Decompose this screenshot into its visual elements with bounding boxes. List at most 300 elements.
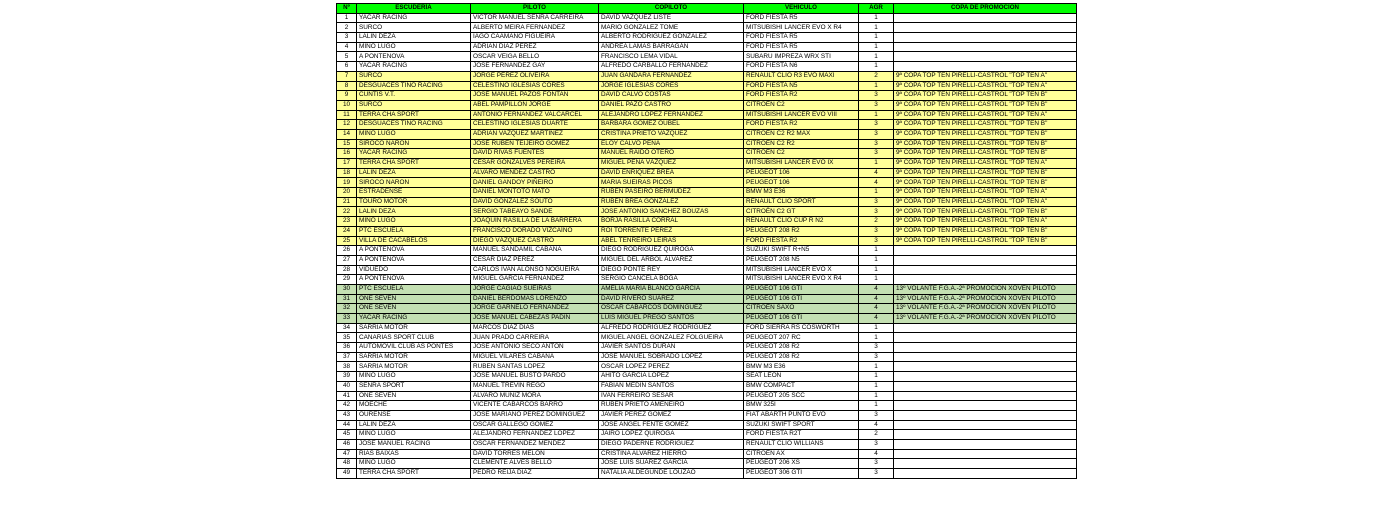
copilot-cell: ALFREDO CARBALLO FERNANDEZ — [599, 62, 744, 72]
copilot-cell: MIGUEL DEL ÁRBOL ÁLVAREZ — [599, 255, 744, 265]
table-row — [337, 449, 1077, 459]
table-row — [337, 33, 1077, 43]
vehicle-cell: BMW M3 E36 — [744, 362, 859, 372]
team-cell: LALIN DEZA — [357, 33, 471, 43]
promotion-cup-cell: 9ª COPA TOP TEN PIRELLI-CASTROL "TOP TEN A" — [894, 81, 1077, 91]
table-row — [337, 420, 1077, 430]
team-cell: LALIN DEZA — [357, 420, 471, 430]
promotion-cup-cell: 9ª COPA TOP TEN PIRELLI-CASTROL "TOP TEN B" — [894, 149, 1077, 159]
team-cell: LALIN DEZA — [357, 168, 471, 178]
team-cell: A PONTENOVA — [357, 275, 471, 285]
pilot-cell: JOSE MANUEL CABEZAS PADIN — [471, 314, 599, 324]
promotion-cup-cell — [894, 33, 1077, 43]
table-row — [337, 410, 1077, 420]
vehicle-cell: BMW COMPACT — [744, 381, 859, 391]
promotion-cup-cell — [894, 246, 1077, 256]
promotion-cup-cell: 13º VOLANTE F.G.A.-2ª PROMOCION XOVEN PILOTO — [894, 284, 1077, 294]
copilot-cell: IVAN FERREIRO SESAR — [599, 391, 744, 401]
group-cell: 3 — [859, 197, 894, 207]
pilot-cell: RUBEN SANTAS LOPEZ — [471, 362, 599, 372]
entry-number: 23 — [337, 217, 357, 227]
promotion-cup-cell: 9ª COPA TOP TEN PIRELLI-CASTROL "TOP TEN A" — [894, 188, 1077, 198]
group-cell: 3 — [859, 352, 894, 362]
entry-number: 48 — [337, 459, 357, 469]
group-cell: 1 — [859, 401, 894, 411]
entry-number: 35 — [337, 333, 357, 343]
promotion-cup-cell: 9ª COPA TOP TEN PIRELLI-CASTROL "TOP TEN B" — [894, 91, 1077, 101]
copilot-cell: ALFREDO RODRÍGUEZ RODRÍGUEZ — [599, 323, 744, 333]
vehicle-cell: PEUGEOT 106 GTI — [744, 284, 859, 294]
copilot-cell: JAVIER PEREZ GOMEZ — [599, 410, 744, 420]
entry-number: 8 — [337, 81, 357, 91]
promotion-cup-cell: 9ª COPA TOP TEN PIRELLI-CASTROL "TOP TEN A" — [894, 71, 1077, 81]
promotion-cup-cell: 9ª COPA TOP TEN PIRELLI-CASTROL "TOP TEN A" — [894, 217, 1077, 227]
vehicle-cell: PEUGEOT 106 — [744, 178, 859, 188]
entry-number: 9 — [337, 91, 357, 101]
promotion-cup-cell — [894, 323, 1077, 333]
copilot-cell: ANDREA LAMAS BARRAGÁN — [599, 42, 744, 52]
copilot-cell: LUIS MIGUEL PREGO SANTOS — [599, 314, 744, 324]
team-cell: YACAR RACING — [357, 13, 471, 23]
table-row — [337, 294, 1077, 304]
group-cell: 3 — [859, 91, 894, 101]
table-row — [337, 168, 1077, 178]
copilot-cell: JAIRO LOPEZ QUIROGA — [599, 430, 744, 440]
copilot-cell: FABIAN MEDIN SANTOS — [599, 381, 744, 391]
entry-number: 17 — [337, 159, 357, 169]
table-row — [337, 439, 1077, 449]
entry-number: 28 — [337, 265, 357, 275]
vehicle-cell: FORD SIERRA RS COSWORTH — [744, 323, 859, 333]
promotion-cup-cell: 9ª COPA TOP TEN PIRELLI-CASTROL "TOP TEN A" — [894, 197, 1077, 207]
team-cell: MIÑO LUGO — [357, 129, 471, 139]
team-cell: SARRIA MOTOR — [357, 362, 471, 372]
team-cell: MIÑO LUGO — [357, 430, 471, 440]
copilot-cell: JORGE IGLESIAS CORES — [599, 81, 744, 91]
copilot-cell: ALBERTO RODRIGUEZ GONZALEZ — [599, 33, 744, 43]
header-copilot: COPILOTO — [599, 4, 744, 14]
pilot-cell: IAGO CAAMAÑO FIGUEIRA — [471, 33, 599, 43]
pilot-cell: MARCOS DIAZ DIAS — [471, 323, 599, 333]
vehicle-cell: MITSUBISHI LANCER EVO IX — [744, 159, 859, 169]
promotion-cup-cell — [894, 275, 1077, 285]
entry-number: 31 — [337, 294, 357, 304]
copilot-cell: OSCAR LOPEZ PEREZ — [599, 362, 744, 372]
pilot-cell: FRANCISCO DORADO VIZCAÍNO — [471, 226, 599, 236]
vehicle-cell: MITSUBISHI LANCER EVO X R4 — [744, 23, 859, 33]
group-cell: 4 — [859, 420, 894, 430]
copilot-cell: AHITO GARCIA LOPEZ — [599, 372, 744, 382]
pilot-cell: DAVID GONZALEZ SOUTO — [471, 197, 599, 207]
entry-number: 29 — [337, 275, 357, 285]
table-row — [337, 23, 1077, 33]
team-cell: OURENSE — [357, 410, 471, 420]
promotion-cup-cell — [894, 265, 1077, 275]
group-cell: 2 — [859, 430, 894, 440]
copilot-cell: BARBARA GOMEZ OUBEL — [599, 120, 744, 130]
entry-list-table — [336, 3, 1077, 479]
vehicle-cell: FORD FIESTA R2 — [744, 91, 859, 101]
table-row — [337, 391, 1077, 401]
pilot-cell: JOSE FERNANDEZ GAY — [471, 62, 599, 72]
vehicle-cell: PEUGEOT 208 R2 — [744, 352, 859, 362]
copilot-cell: DAVID ENRIQUEZ BREA — [599, 168, 744, 178]
pilot-cell: ADRIAN VAZQUEZ MARTINEZ — [471, 129, 599, 139]
group-cell: 4 — [859, 294, 894, 304]
entry-number: 27 — [337, 255, 357, 265]
copilot-cell: OSCAR CABARCOS DOMINGUEZ — [599, 304, 744, 314]
promotion-cup-cell: 9ª COPA TOP TEN PIRELLI-CASTROL "TOP TEN B" — [894, 100, 1077, 110]
entry-number: 24 — [337, 226, 357, 236]
vehicle-cell: SUBARU IMPREZA WRX STI — [744, 52, 859, 62]
team-cell: YACAR RACING — [357, 149, 471, 159]
group-cell: 1 — [859, 362, 894, 372]
vehicle-cell: RENAULT CLIO WILLIANS — [744, 439, 859, 449]
group-cell: 3 — [859, 149, 894, 159]
table-row — [337, 52, 1077, 62]
pilot-cell: OSCAR GALLEGO GOMEZ — [471, 420, 599, 430]
vehicle-cell: SEAT LEON — [744, 372, 859, 382]
entry-number: 2 — [337, 23, 357, 33]
vehicle-cell: MITSUBISHI LANCER EVO X R4 — [744, 275, 859, 285]
table-row — [337, 120, 1077, 130]
table-row — [337, 139, 1077, 149]
header-group: AGR — [859, 4, 894, 14]
entry-number: 39 — [337, 372, 357, 382]
entry-number: 47 — [337, 449, 357, 459]
entry-number: 45 — [337, 430, 357, 440]
team-cell: A PONTENOVA — [357, 52, 471, 62]
promotion-cup-cell — [894, 449, 1077, 459]
group-cell: 3 — [859, 343, 894, 353]
pilot-cell: JOSÉ MANUEL PAZOS FONTAN — [471, 91, 599, 101]
vehicle-cell: FORD FIESTA R5 — [744, 33, 859, 43]
group-cell: 1 — [859, 381, 894, 391]
group-cell: 4 — [859, 178, 894, 188]
promotion-cup-cell — [894, 401, 1077, 411]
vehicle-cell: RENAULT CLIO R3 EVO MAXI — [744, 71, 859, 81]
table-row — [337, 459, 1077, 469]
table-row — [337, 284, 1077, 294]
table-row — [337, 381, 1077, 391]
table-row — [337, 323, 1077, 333]
vehicle-cell: FORD FIESTA R2 — [744, 236, 859, 246]
pilot-cell: OSCAR FERNANDEZ MENDEZ — [471, 439, 599, 449]
promotion-cup-cell — [894, 459, 1077, 469]
group-cell: 2 — [859, 71, 894, 81]
team-cell: PTC ESCUELA — [357, 284, 471, 294]
table-row — [337, 333, 1077, 343]
group-cell: 3 — [859, 207, 894, 217]
entry-number: 1 — [337, 13, 357, 23]
copilot-cell: DIEGO PONTE REY — [599, 265, 744, 275]
table-row — [337, 401, 1077, 411]
table-row — [337, 42, 1077, 52]
pilot-cell: JORGE PÉREZ OLIVEIRA — [471, 71, 599, 81]
pilot-cell: JORGE GARNELO FERNANDEZ — [471, 304, 599, 314]
entry-number: 15 — [337, 139, 357, 149]
vehicle-cell: FORD FIESTA R2 — [744, 120, 859, 130]
group-cell: 1 — [859, 275, 894, 285]
copilot-cell: DAVID RIVERO SUAREZ — [599, 294, 744, 304]
group-cell: 1 — [859, 110, 894, 120]
promotion-cup-cell — [894, 255, 1077, 265]
vehicle-cell: FIAT ABARTH PUNTO EVO — [744, 410, 859, 420]
pilot-cell: CÉSAR GONZALVES PEREIRA — [471, 159, 599, 169]
copilot-cell: ROI TORRENTE PÉREZ — [599, 226, 744, 236]
promotion-cup-cell — [894, 42, 1077, 52]
pilot-cell: MIGUEL VILARES CABANA — [471, 352, 599, 362]
header-pilot: PILOTO — [471, 4, 599, 14]
table-row — [337, 149, 1077, 159]
copilot-cell: ABEL TENREIRO LEIRAS — [599, 236, 744, 246]
pilot-cell: MANUEL SANDAMIL CABANA — [471, 246, 599, 256]
table-row — [337, 71, 1077, 81]
promotion-cup-cell — [894, 333, 1077, 343]
promotion-cup-cell — [894, 430, 1077, 440]
copilot-cell: SERGIO CANCELA BOGA — [599, 275, 744, 285]
entry-number: 4 — [337, 42, 357, 52]
pilot-cell: JUAN PRADO CARREIRA — [471, 333, 599, 343]
promotion-cup-cell — [894, 343, 1077, 353]
copilot-cell: ELOY CALVO PENA — [599, 139, 744, 149]
table-row — [337, 81, 1077, 91]
promotion-cup-cell — [894, 362, 1077, 372]
vehicle-cell: CITROËN C2 GT — [744, 207, 859, 217]
header-row — [337, 4, 1077, 14]
team-cell: LALIN DEZA — [357, 207, 471, 217]
entry-number: 18 — [337, 168, 357, 178]
promotion-cup-cell: 9ª COPA TOP TEN PIRELLI-CASTROL "TOP TEN B" — [894, 139, 1077, 149]
promotion-cup-cell: 13º VOLANTE F.G.A.-2ª PROMOCION XOVEN PILOTO — [894, 304, 1077, 314]
vehicle-cell: BMW 325I — [744, 401, 859, 411]
group-cell: 1 — [859, 372, 894, 382]
team-cell: A PONTENOVA — [357, 255, 471, 265]
team-cell: RIAS BAIXAS — [357, 449, 471, 459]
pilot-cell: JOAQUIN RASILLA DE LA BARRERA — [471, 217, 599, 227]
group-cell: 4 — [859, 449, 894, 459]
vehicle-cell: RENAULT CLIO CUP R N2 — [744, 217, 859, 227]
promotion-cup-cell — [894, 381, 1077, 391]
copilot-cell: NATALIA ALDEGUNDE LOUZAO — [599, 469, 744, 479]
table-row — [337, 197, 1077, 207]
copilot-cell: MARIO GONZALEZ TOME — [599, 23, 744, 33]
copilot-cell: MARIA SUEIRAS PICOS — [599, 178, 744, 188]
vehicle-cell: PEUGEOT 207 RC — [744, 333, 859, 343]
promotion-cup-cell: 9ª COPA TOP TEN PIRELLI-CASTROL "TOP TEN B" — [894, 129, 1077, 139]
table-row — [337, 304, 1077, 314]
header-number: Nº — [337, 4, 357, 14]
group-cell: 3 — [859, 459, 894, 469]
pilot-cell: VICENTE CABARCOS BARRO — [471, 401, 599, 411]
group-cell: 1 — [859, 52, 894, 62]
vehicle-cell: CITROËN C2 — [744, 149, 859, 159]
copilot-cell: RUBÉN BREA GONZALEZ — [599, 197, 744, 207]
vehicle-cell: CITROËN SAXO — [744, 304, 859, 314]
table-row — [337, 159, 1077, 169]
vehicle-cell: PEUGEOT 106 GTI — [744, 294, 859, 304]
vehicle-cell: CITROËN C2 R2 MAX — [744, 129, 859, 139]
table-row — [337, 62, 1077, 72]
group-cell: 1 — [859, 265, 894, 275]
header-team: ESCUDERÍA — [357, 4, 471, 14]
team-cell: TERRA CHA SPORT — [357, 469, 471, 479]
team-cell: ONE SEVEN — [357, 391, 471, 401]
pilot-cell: CESAR DÍAZ PÉREZ — [471, 255, 599, 265]
vehicle-cell: SUZUKI SWIFT R+N5 — [744, 246, 859, 256]
team-cell: SURCO — [357, 100, 471, 110]
group-cell: 3 — [859, 129, 894, 139]
table-row — [337, 255, 1077, 265]
group-cell: 1 — [859, 42, 894, 52]
group-cell: 1 — [859, 188, 894, 198]
promotion-cup-cell — [894, 23, 1077, 33]
team-cell: MIÑO LUGO — [357, 372, 471, 382]
entry-number: 20 — [337, 188, 357, 198]
pilot-cell: JOSE MANUEL BUSTO PARDO — [471, 372, 599, 382]
entry-number: 42 — [337, 401, 357, 411]
team-cell: VIDUEDO — [357, 265, 471, 275]
group-cell: 1 — [859, 391, 894, 401]
team-cell: SARRIA MOTOR — [357, 323, 471, 333]
vehicle-cell: FORD FIESTA R5 — [744, 13, 859, 23]
entry-number: 6 — [337, 62, 357, 72]
table-row — [337, 178, 1077, 188]
copilot-cell: FRANCISCO LEMA VIDAL — [599, 52, 744, 62]
pilot-cell: CELESTINO IGLESIAS DUARTE — [471, 120, 599, 130]
vehicle-cell: PEUGEOT 306 GTI — [744, 469, 859, 479]
promotion-cup-cell — [894, 420, 1077, 430]
pilot-cell: DANIEL MONTOTO MATO — [471, 188, 599, 198]
copilot-cell: RUBEN PRIETO AMENEIRO — [599, 401, 744, 411]
pilot-cell: DIEGO VÁZQUEZ CASTRO — [471, 236, 599, 246]
team-cell: TOURO MOTOR — [357, 197, 471, 207]
team-cell: SIROCO NARON — [357, 178, 471, 188]
vehicle-cell: SUZUKI SWIFT SPORT — [744, 420, 859, 430]
copilot-cell: JOSE LUIS SUÁREZ GARCÍA — [599, 459, 744, 469]
pilot-cell: ADRIAN DIAZ PEREZ — [471, 42, 599, 52]
copilot-cell: MIGUEL PEÑA VÁZQUEZ — [599, 159, 744, 169]
table-row — [337, 188, 1077, 198]
promotion-cup-cell: 9ª COPA TOP TEN PIRELLI-CASTROL "TOP TEN B" — [894, 207, 1077, 217]
team-cell: YACAR RACING — [357, 314, 471, 324]
team-cell: VILLA DE CACABELOS — [357, 236, 471, 246]
copilot-cell: AMELIA MARÍA BLANCO GARCIA — [599, 284, 744, 294]
table-row — [337, 275, 1077, 285]
group-cell: 1 — [859, 159, 894, 169]
promotion-cup-cell: 9ª COPA TOP TEN PIRELLI-CASTROL "TOP TEN B" — [894, 236, 1077, 246]
table-row — [337, 246, 1077, 256]
copilot-cell: DIEGO RODRIGUEZ QUIROGA — [599, 246, 744, 256]
entry-number: 37 — [337, 352, 357, 362]
team-cell: AUTOMOVIL CLUB AS PONTES — [357, 343, 471, 353]
copilot-cell: JOSE ANGEL FENTE GOMEZ — [599, 420, 744, 430]
entry-number: 19 — [337, 178, 357, 188]
pilot-cell: DANIEL GANDOY PIÑEIRO — [471, 178, 599, 188]
copilot-cell: MIGUEL ANGEL GONZALEZ FOLGUEIRA — [599, 333, 744, 343]
group-cell: 1 — [859, 23, 894, 33]
promotion-cup-cell: 9ª COPA TOP TEN PIRELLI-CASTROL "TOP TEN B" — [894, 120, 1077, 130]
pilot-cell: DAVID RIVAS FUENTES — [471, 149, 599, 159]
vehicle-cell: FORD FIESTA N6 — [744, 62, 859, 72]
table-row — [337, 13, 1077, 23]
vehicle-cell: FORD FIESTA R2T — [744, 430, 859, 440]
promotion-cup-cell — [894, 410, 1077, 420]
team-cell: CANARIAS SPORT CLUB — [357, 333, 471, 343]
vehicle-cell: MITSUBISHI LANCER EVO VIII — [744, 110, 859, 120]
table-row — [337, 129, 1077, 139]
table-row — [337, 430, 1077, 440]
team-cell: PTC ESCUELA — [357, 226, 471, 236]
team-cell: SIROCO NARON — [357, 139, 471, 149]
group-cell: 3 — [859, 439, 894, 449]
team-cell: MIÑO LUGO — [357, 217, 471, 227]
entry-number: 30 — [337, 284, 357, 294]
promotion-cup-cell — [894, 372, 1077, 382]
vehicle-cell: BMW M3 E36 — [744, 188, 859, 198]
team-cell: A PONTENOVA — [357, 246, 471, 256]
promotion-cup-cell — [894, 469, 1077, 479]
entry-number: 10 — [337, 100, 357, 110]
group-cell: 1 — [859, 81, 894, 91]
promotion-cup-cell — [894, 13, 1077, 23]
team-cell: MIÑO LUGO — [357, 42, 471, 52]
table-row — [337, 343, 1077, 353]
group-cell: 1 — [859, 33, 894, 43]
copilot-cell: DIEGO PADERNE RODRIGUEZ — [599, 439, 744, 449]
group-cell: 3 — [859, 410, 894, 420]
vehicle-cell: RENAULT CLIO SPORT — [744, 197, 859, 207]
vehicle-cell: FORD FIESTA N5 — [744, 81, 859, 91]
promotion-cup-cell — [894, 391, 1077, 401]
group-cell: 3 — [859, 469, 894, 479]
table-row — [337, 217, 1077, 227]
pilot-cell: ALVARO MENDEZ CASTRO — [471, 168, 599, 178]
team-cell: SURCO — [357, 23, 471, 33]
copilot-cell: CRISTINA PRIETO VAZQUEZ — [599, 129, 744, 139]
vehicle-cell: CITROËN C2 — [744, 100, 859, 110]
team-cell: DESGUACES TINO RACING — [357, 81, 471, 91]
vehicle-cell: PEUGEOT 106 GTI — [744, 314, 859, 324]
group-cell: 3 — [859, 226, 894, 236]
table-row — [337, 314, 1077, 324]
entry-number: 32 — [337, 304, 357, 314]
entry-number: 3 — [337, 33, 357, 43]
pilot-cell: MANUEL TREVIN REGO — [471, 381, 599, 391]
promotion-cup-cell — [894, 352, 1077, 362]
entry-number: 43 — [337, 410, 357, 420]
copilot-cell: JAVIER SANTOS DURAN — [599, 343, 744, 353]
copilot-cell: DAVID VAZQUEZ LISTE — [599, 13, 744, 23]
pilot-cell: ABEL PAMPILLON JORGE — [471, 100, 599, 110]
entry-number: 12 — [337, 120, 357, 130]
team-cell: ONE SEVEN — [357, 304, 471, 314]
vehicle-cell: MITSUBISHI LANCER EVO X — [744, 265, 859, 275]
promotion-cup-cell: 9ª COPA TOP TEN PIRELLI-CASTROL "TOP TEN B" — [894, 178, 1077, 188]
group-cell: 3 — [859, 100, 894, 110]
promotion-cup-cell: 13º VOLANTE F.G.A.-2ª PROMOCION XOVEN PILOTO — [894, 314, 1077, 324]
pilot-cell: CLEMENTE ALVES BELLO — [471, 459, 599, 469]
team-cell: SENRA SPORT — [357, 381, 471, 391]
team-cell: SURCO — [357, 71, 471, 81]
copilot-cell: ALEJANDRO LOPEZ FERNANDEZ — [599, 110, 744, 120]
entry-number: 26 — [337, 246, 357, 256]
group-cell: 1 — [859, 255, 894, 265]
table-row — [337, 362, 1077, 372]
entry-number: 38 — [337, 362, 357, 372]
copilot-cell: CRISTINA ALVAREZ HIERRO — [599, 449, 744, 459]
table-row — [337, 265, 1077, 275]
